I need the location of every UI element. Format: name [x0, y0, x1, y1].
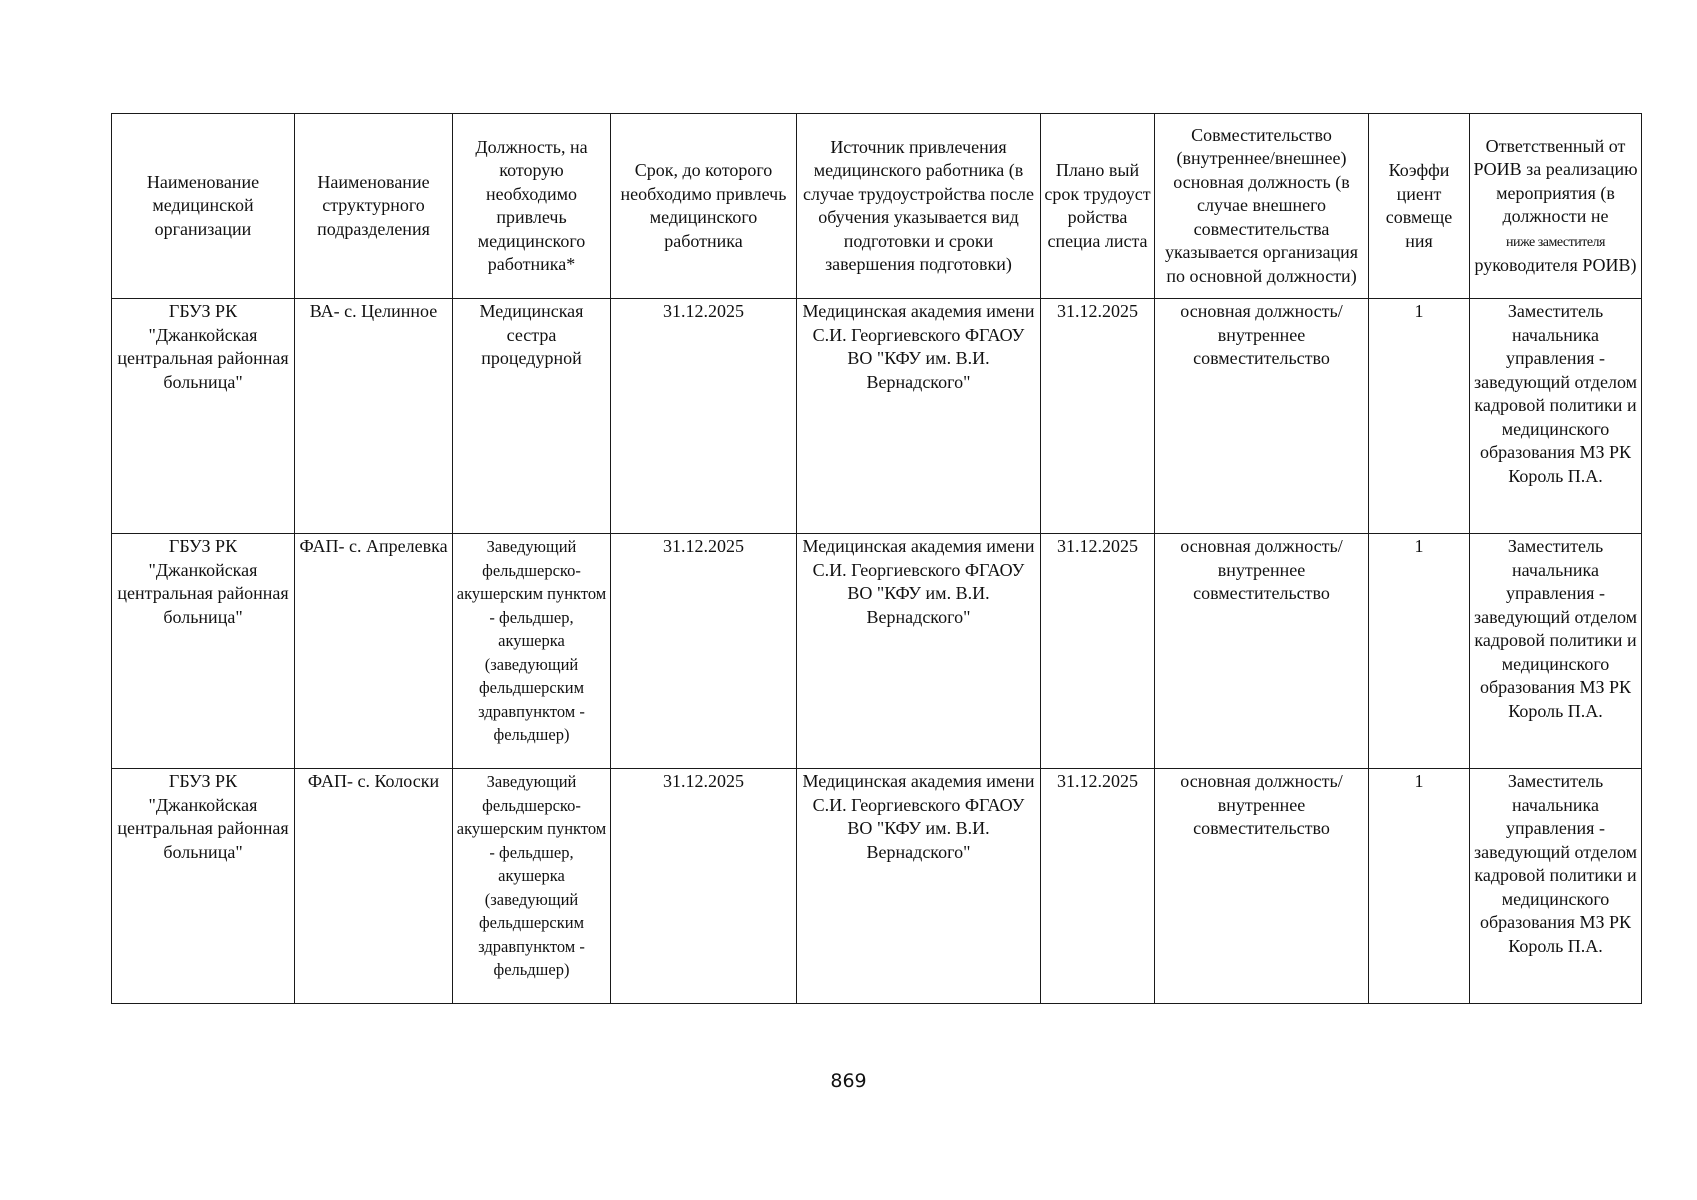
cell-unit: ФАП- с. Колоски — [295, 769, 453, 1004]
cell-source: Медицинская академия имени С.И. Георгиевского ФГАОУ ВО "КФУ им. В.И. Вернадского" — [797, 534, 1041, 769]
cell-coef: 1 — [1369, 299, 1470, 534]
header-responsible-part1: Ответственный от РОИВ за реализацию мероприятия (в должности не — [1473, 135, 1638, 226]
header-coef: Коэффи циент совмеще ния — [1369, 114, 1470, 299]
cell-coef: 1 — [1369, 769, 1470, 1004]
header-responsible — [1470, 114, 1642, 299]
header-combination: Совместительство (внутреннее/внешнее) основная должность (в случае внешнего совместительства указывается организация по основной должности) — [1155, 114, 1369, 299]
header-source: Источник привлечения медицинского работника (в случае трудоустройства после обучения указывается вид подготовки и сроки завершения подготовки) — [797, 114, 1041, 299]
cell-source: Медицинская академия имени С.И. Георгиевского ФГАОУ ВО "КФУ им. В.И. Вернадского" — [797, 299, 1041, 534]
header-responsible-part3: руководителя РОИВ) — [1474, 255, 1637, 275]
cell-deadline: 31.12.2025 — [611, 534, 797, 769]
table-row — [112, 299, 1642, 534]
header-row — [112, 114, 1642, 299]
cell-combination: основная должность/ внутреннее совместительство — [1155, 534, 1369, 769]
cell-unit: ВА- с. Целинное — [295, 299, 453, 534]
cell-responsible: Заместитель начальника управления - заведующий отделом кадровой политики и медицинского образования МЗ РК Король П.А. — [1470, 299, 1642, 534]
table-row — [112, 534, 1642, 769]
cell-combination: основная должность/ внутреннее совместительство — [1155, 299, 1369, 534]
header-responsible-part2: ниже заместителя — [1506, 234, 1605, 250]
cell-org: ГБУЗ РК "Джанкойская центральная районная больница" — [112, 769, 295, 1004]
cell-responsible: Заместитель начальника управления - заведующий отделом кадровой политики и медицинского образования МЗ РК Король П.А. — [1470, 534, 1642, 769]
cell-planned: 31.12.2025 — [1041, 299, 1155, 534]
cell-source: Медицинская академия имени С.И. Георгиевского ФГАОУ ВО "КФУ им. В.И. Вернадского" — [797, 769, 1041, 1004]
page-number: 869 — [830, 1070, 867, 1092]
cell-position: Медицинская сестра процедурной — [453, 299, 611, 534]
cell-org: ГБУЗ РК "Джанкойская центральная районная больница" — [112, 299, 295, 534]
cell-org: ГБУЗ РК "Джанкойская центральная районная больница" — [112, 534, 295, 769]
cell-coef: 1 — [1369, 534, 1470, 769]
staffing-table — [111, 113, 1642, 1004]
header-deadline: Срок, до которого необходимо привлечь медицинского работника — [611, 114, 797, 299]
cell-responsible: Заместитель начальника управления - заведующий отделом кадровой политики и медицинского образования МЗ РК Король П.А. — [1470, 769, 1642, 1004]
cell-planned: 31.12.2025 — [1041, 769, 1155, 1004]
cell-combination: основная должность/ внутреннее совместительство — [1155, 769, 1369, 1004]
cell-deadline: 31.12.2025 — [611, 769, 797, 1004]
cell-unit: ФАП- с. Апрелевка — [295, 534, 453, 769]
header-unit: Наименование структурного подразделения — [295, 114, 453, 299]
header-org: Наименование медицинской организации — [112, 114, 295, 299]
header-planned: Плано вый срок трудоуст ройства специа листа — [1041, 114, 1155, 299]
cell-deadline: 31.12.2025 — [611, 299, 797, 534]
cell-planned: 31.12.2025 — [1041, 534, 1155, 769]
cell-position: Заведующий фельдшерско-акушерским пунктом - фельдшер, акушерка (заведующий фельдшерским здравпунктом - фельдшер) — [453, 769, 611, 1004]
cell-position: Заведующий фельдшерско-акушерским пунктом - фельдшер, акушерка (заведующий фельдшерским здравпунктом - фельдшер) — [453, 534, 611, 769]
header-position: Должность, на которую необходимо привлечь медицинского работника* — [453, 114, 611, 299]
table-row — [112, 769, 1642, 1004]
